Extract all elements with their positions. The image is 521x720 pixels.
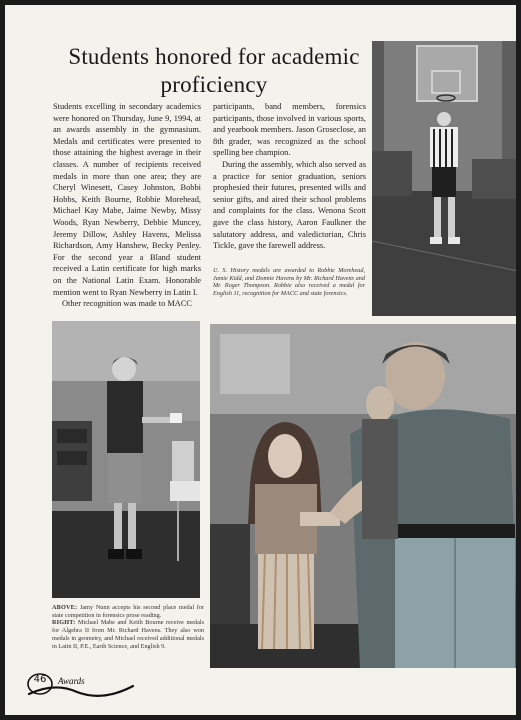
caption-right-text: Michael Mabe and Keith Bourne receive medals for Algebra II from Mr. Richard Havens. They also won medals in geometry, and Michael received additional medals in Latin II, P.E., Earth Science, and English 9.: [52, 619, 204, 650]
caption-above-label: ABOVE:: [52, 604, 78, 611]
caption-right-label: RIGHT:: [52, 619, 76, 627]
column-2-paragraph-2: During the assembly, which also served as a practice for senior graduation, seniors prophesied their futures, presented wills and senior gifts, and aired their school problems and complaints for the class. Wenona Scott gave the class history, Aaron Faulkner the salutatory address, and valedictorian, Chris Tickle, gave the farewell address.: [213, 159, 366, 251]
section-label: Awards: [58, 676, 85, 686]
column-1-paragraph-1: Students excelling in secondary academics were honored on Thursday, June 9, 1994, at an awards assembly in the gymnasium. Medals and certificates were presented to those attaining the highest average in their classes. A number of recipients received medals in more than one area; they are Cheryl Winesett, Casey Johnston, Bobbi Hobbs, Keith Bourne, Robbie Morehead, Michael Kay Mabe, Jaime Newby, Missy Woods, Ryan Newberry, Debbie Muncey, Jeremy Dillow, Ashley Havens, Melissa Richardson, Amy Hanshew, Becky Penley. For the second year a Bland student received a Latin certificate for high marks on the National Latin Exam. Honorable mention went to Ryan Newberry in Latin I.: [53, 102, 201, 297]
bottom-photo-caption: [52, 604, 204, 650]
photo-student-medal: [52, 321, 200, 598]
column-2-paragraph-1: participants, band members, forensics participants, those involved in various sports, and yearbook members. Jason Groseclose, an 8th grader, was recognized as the school spelling bee champion.: [213, 102, 366, 158]
article-title: Students honored for academic proficiency: [68, 44, 360, 97]
caption-above-text: Jamy Nunn accepts his second place medal for state competition in forensics prose reading.: [52, 604, 205, 619]
yearbook-page: [5, 5, 516, 715]
top-photo-caption: U. S. History medals are awarded to Robbie Morehead, Jamie Kidd, and Donnie Havens by Mr. Richard Havens and Mr. Roger Thompson. Robbie also received a medal for English 11, recognition for MACC and state forensics.: [213, 267, 365, 298]
article-column-2: [213, 101, 366, 252]
article-column-1: [53, 101, 201, 310]
page-number: 46: [33, 674, 47, 685]
column-1-paragraph-2: Other recognition was made to MACC: [62, 299, 193, 309]
photo-gym-referee: [372, 41, 516, 316]
photo-medal-handshake: [210, 324, 516, 668]
